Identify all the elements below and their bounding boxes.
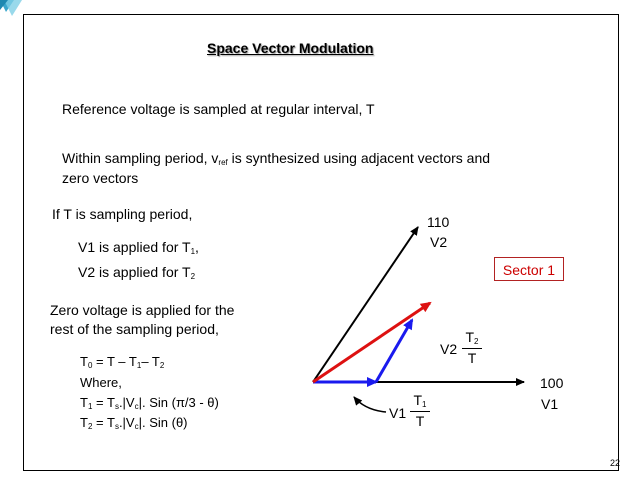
- slide-title: Space Vector Modulation: [207, 40, 374, 56]
- sampling-text: Reference voltage is sampled at regular interval, T: [62, 101, 375, 117]
- v2-fraction: $T_2$ T: [462, 329, 482, 366]
- zero-voltage-text-2: rest of the sampling period,: [50, 321, 219, 337]
- where-text: Where,: [80, 375, 122, 390]
- v1-applied-text: V1 is applied for $T_1$,: [78, 239, 199, 256]
- t2-equation: $T_2 = T_s.|V_c|$. Sin (θ): [80, 415, 188, 431]
- label-100: 100: [540, 375, 564, 391]
- t1-equation: $T_1 = T_s.|V_c|$. Sin (π/3 - θ): [80, 395, 219, 411]
- label-v1: V1: [541, 396, 559, 412]
- t0-equation: $T_0 = T - T_1-$ $T_2$: [80, 354, 165, 370]
- zero-voltage-text: Zero voltage is applied for the: [50, 302, 235, 318]
- v1-fraction-prefix: V1: [389, 405, 407, 421]
- sector-label: Sector 1: [494, 257, 564, 281]
- v2-axis: [313, 227, 418, 382]
- synthesis-text: Within sampling period, $v_{ref}$ is synthesized using adjacent vectors and: [62, 150, 491, 167]
- label-v2: V2: [430, 234, 448, 250]
- reference-vector: [313, 303, 430, 382]
- sampling-period-text: If T is sampling period,: [52, 206, 193, 222]
- v2-applied-text: V2 is applied for $T_2$: [78, 264, 196, 281]
- v2-fraction-prefix: V2: [440, 341, 458, 357]
- v1-fraction: $T_1$ T: [410, 392, 430, 429]
- rotation-arrow: [354, 397, 386, 412]
- synthesis-text-2: zero vectors: [62, 170, 139, 186]
- label-110: 110: [427, 214, 450, 230]
- v2-component-vector: [376, 320, 412, 382]
- page-number: 22: [610, 458, 621, 468]
